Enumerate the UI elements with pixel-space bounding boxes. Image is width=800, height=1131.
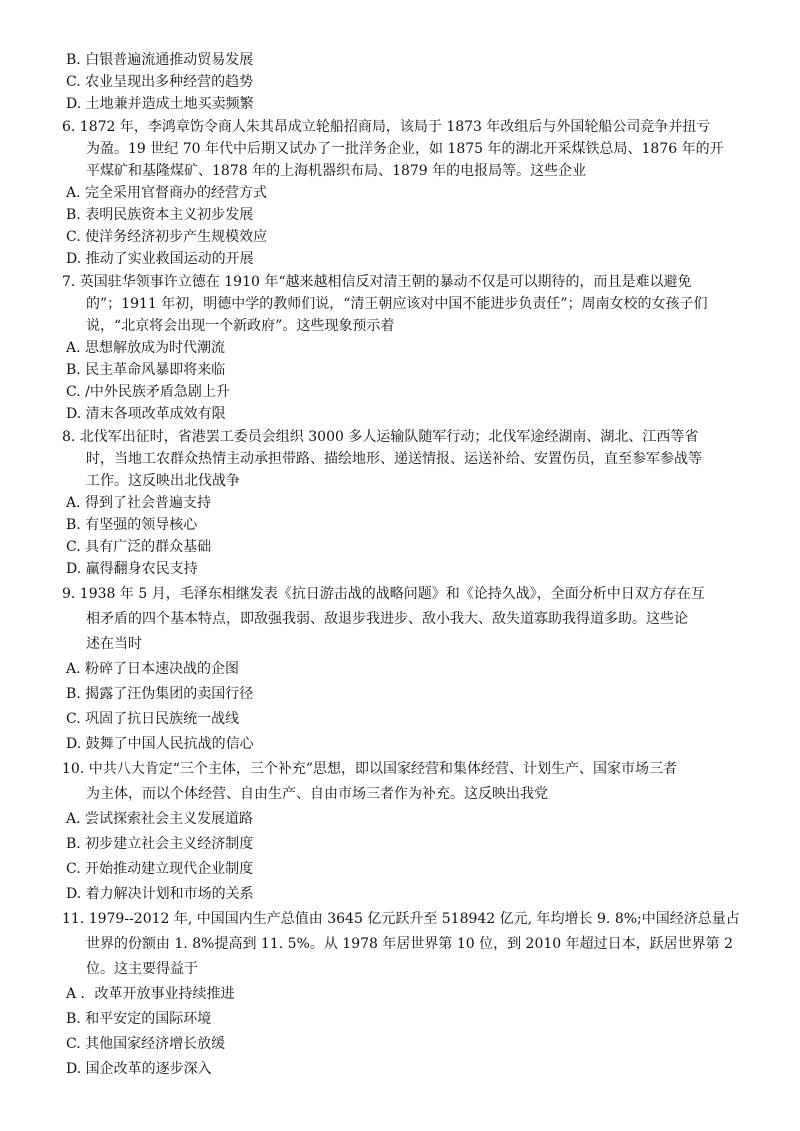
question-8-stem: 8. 北伐军出征时，省港罢工委员会组织 3000 多人运输队随军行动；北伐军途经湖南、湖北、江西等省: [62, 429, 699, 445]
question-6-stem: 6. 1872 年，李鸿章饬令商人朱其昂成立轮船招商局，该局于 1873 年改组后与外国轮船公司竞争并扭亏: [62, 119, 711, 135]
option-d-q8: D. 赢得翻身农民支持: [66, 561, 198, 577]
option-d-q10: D. 着力解决计划和市场的关系: [66, 886, 254, 902]
question-6-stem-line: 为盈。19 世纪 70 年代中后期又试办了一批洋务企业，如 1875 年的湖北开采煤铁总局、1876 年的开: [86, 141, 724, 157]
option-c-q5: C. 农业呈现出多种经营的趋势: [66, 74, 254, 90]
option-d-q6: D. 推动了实业救国运动的开展: [66, 251, 254, 267]
option-a-q8: A. 得到了社会普遍支持: [66, 495, 212, 511]
option-b-q8: B. 有坚强的领导核心: [66, 517, 198, 533]
question-8-stem-line: 工作。这反映出北伐战争: [86, 473, 240, 489]
option-c-q6: C. 使洋务经济初步产生规模效应: [66, 229, 268, 245]
option-c-q9: C. 巩固了抗日民族统一战线: [66, 711, 240, 727]
option-a-q10: A. 尝试探索社会主义发展道路: [66, 811, 254, 827]
option-b-q6: B. 表明民族资本主义初步发展: [66, 207, 254, 223]
option-d-q7: D. 清末各项改革成效有限: [66, 406, 226, 422]
question-11-stem-line: 位。这主要得益于: [86, 961, 198, 977]
option-b-q5: B. 白银普遍流通推动贸易发展: [66, 52, 254, 68]
option-d-q11: D. 国企改革的逐步深入: [66, 1061, 212, 1077]
question-7-stem-line: 说，“北京将会出现一个新政府”。这些现象预示着: [86, 318, 395, 334]
option-c-q10: C. 开始推动建立现代企业制度: [66, 861, 254, 877]
question-7-stem-line: 的”；1911 年初，明德中学的教师们说，“清王朝应该对中国不能进步负责任”；周南女校的女孩子们: [86, 296, 708, 312]
question-10-stem-line: 为主体，而以个体经营、自由生产、自由市场三者作为补充。这反映出我党: [86, 786, 548, 802]
question-6-stem-line: 平煤矿和基隆煤矿、1878 年的上海机器织布局、1879 年的电报局等。这些企业: [86, 163, 587, 179]
question-10-stem: 10. 中共八大肯定“三个主体，三个补充”思想，即以国家经营和集体经营、计划生产、国家市场三者: [62, 761, 678, 777]
question-8-stem-line: 时，当地工农群众热情主动承担带路、描绘地形、递送情报、运送补给、安置伤员，直至参军参战等: [86, 451, 702, 467]
option-c-q8: C. 具有广泛的群众基础: [66, 539, 212, 555]
option-a-q7: A. 思想解放成为时代潮流: [66, 340, 226, 356]
option-a-q11: A ．改革开放事业持续推进: [66, 986, 235, 1002]
option-b-q10: B. 初步建立社会主义经济制度: [66, 836, 254, 852]
option-b-q7: B. 民主革命风暴即将来临: [66, 362, 226, 378]
option-a-q9: A. 粉碎了日本速决战的企图: [66, 661, 240, 677]
question-11-stem: 11. 1979--2012 年, 中国国内生产总值由 3645 亿元跃升至 518942 亿元, 年均增长 9. 8%;中国经济总量占: [62, 911, 740, 927]
option-d-q9: D. 鼓舞了中国人民抗战的信心: [66, 736, 254, 752]
option-a-q6: A. 完全采用官督商办的经营方式: [66, 185, 268, 201]
option-c-q11: C. 其他国家经济增长放缓: [66, 1036, 226, 1052]
question-7-stem: 7. 英国驻华领事许立德在 1910 年“越来越相信反对清王朝的暴动不仅是可以期待的，而且是难以避免: [62, 274, 692, 290]
option-c-q7: C. /中外民族矛盾急剧上升: [66, 384, 230, 400]
option-d-q5: D. 土地兼并造成土地买卖频繁: [66, 96, 254, 112]
question-11-stem-line: 世界的份额由 1. 8%提高到 11. 5%。从 1978 年居世界第 10 位，到 2010 年超过日本，跃居世界第 2: [86, 936, 733, 952]
option-b-q9: B. 揭露了汪伪集团的卖国行径: [66, 686, 254, 702]
question-9-stem-line: 相矛盾的四个基本特点，即敌强我弱、敌退步我进步、敌小我大、敌失道寡助我得道多助。这些论: [86, 611, 688, 627]
question-9-stem: 9. 1938 年 5 月，毛泽东相继发表《抗日游击战的战略问题》和《论持久战》，全面分析中日双方存在互: [62, 586, 705, 602]
question-9-stem-line: 述在当时: [86, 636, 142, 652]
option-b-q11: B. 和平安定的国际环境: [66, 1011, 212, 1027]
